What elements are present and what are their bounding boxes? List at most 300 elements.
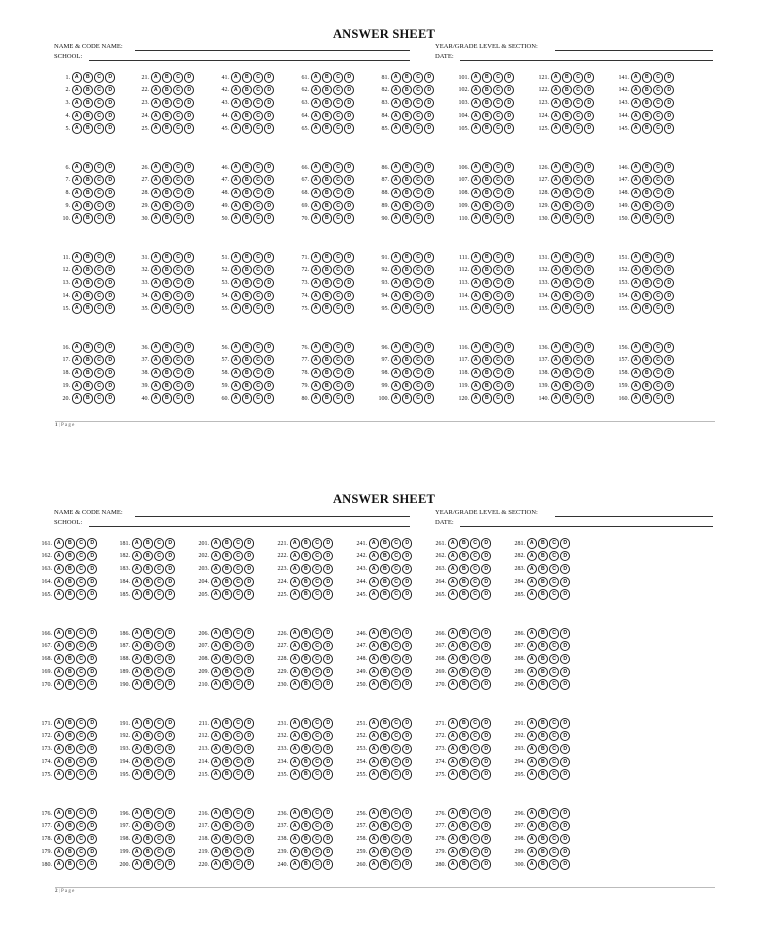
choice-bubble-a[interactable]: A [231,213,241,223]
choice-bubble-c[interactable]: C [76,641,86,651]
choice-bubble-c[interactable]: C [333,368,343,378]
choice-bubble-b[interactable]: B [482,213,492,223]
choice-bubble-c[interactable]: C [333,265,343,275]
choice-bubble-c[interactable]: C [173,123,183,133]
choice-bubble-c[interactable]: C [154,667,164,677]
choice-bubble-d[interactable]: D [165,744,175,754]
choice-bubble-b[interactable]: B [538,859,548,869]
choice-bubble-b[interactable]: B [301,718,311,728]
choice-bubble-c[interactable]: C [493,381,503,391]
choice-bubble-a[interactable]: A [448,551,458,561]
choice-bubble-b[interactable]: B [459,589,469,599]
choice-bubble-c[interactable]: C [76,538,86,548]
choice-bubble-c[interactable]: C [391,744,401,754]
choice-bubble-a[interactable]: A [311,355,321,365]
choice-bubble-c[interactable]: C [573,265,583,275]
choice-bubble-d[interactable]: D [87,679,97,689]
choice-bubble-a[interactable]: A [54,679,64,689]
choice-bubble-c[interactable]: C [413,111,423,121]
choice-bubble-a[interactable]: A [391,72,401,82]
choice-bubble-a[interactable]: A [551,291,561,301]
choice-bubble-d[interactable]: D [264,342,274,352]
choice-bubble-b[interactable]: B [380,744,390,754]
choice-bubble-d[interactable]: D [504,381,514,391]
choice-bubble-a[interactable]: A [231,252,241,262]
choice-bubble-b[interactable]: B [83,175,93,185]
choice-bubble-c[interactable]: C [76,847,86,857]
choice-bubble-a[interactable]: A [448,821,458,831]
choice-bubble-b[interactable]: B [562,72,572,82]
choice-bubble-b[interactable]: B [242,342,252,352]
choice-bubble-a[interactable]: A [311,72,321,82]
choice-bubble-c[interactable]: C [253,381,263,391]
choice-bubble-d[interactable]: D [105,213,115,223]
choice-bubble-d[interactable]: D [560,808,570,818]
choice-bubble-b[interactable]: B [562,265,572,275]
choice-bubble-d[interactable]: D [560,757,570,767]
choice-bubble-a[interactable]: A [54,667,64,677]
choice-bubble-b[interactable]: B [242,368,252,378]
choice-bubble-b[interactable]: B [322,342,332,352]
choice-bubble-d[interactable]: D [165,821,175,831]
choice-bubble-d[interactable]: D [504,175,514,185]
choice-bubble-a[interactable]: A [527,551,537,561]
choice-bubble-d[interactable]: D [560,654,570,664]
choice-bubble-c[interactable]: C [312,808,322,818]
choice-bubble-b[interactable]: B [482,252,492,262]
choice-bubble-c[interactable]: C [413,291,423,301]
choice-bubble-c[interactable]: C [391,577,401,587]
choice-bubble-c[interactable]: C [233,679,243,689]
choice-bubble-d[interactable]: D [424,393,434,403]
choice-bubble-b[interactable]: B [162,85,172,95]
choice-bubble-a[interactable]: A [72,252,82,262]
choice-bubble-c[interactable]: C [233,847,243,857]
choice-bubble-d[interactable]: D [344,265,354,275]
choice-bubble-c[interactable]: C [470,731,480,741]
choice-bubble-b[interactable]: B [301,757,311,767]
choice-bubble-b[interactable]: B [380,577,390,587]
choice-bubble-a[interactable]: A [132,641,142,651]
choice-bubble-c[interactable]: C [493,355,503,365]
choice-bubble-a[interactable]: A [211,654,221,664]
choice-bubble-d[interactable]: D [584,201,594,211]
choice-bubble-c[interactable]: C [253,342,263,352]
choice-bubble-c[interactable]: C [493,162,503,172]
choice-bubble-b[interactable]: B [83,393,93,403]
choice-bubble-a[interactable]: A [369,731,379,741]
choice-bubble-d[interactable]: D [165,847,175,857]
choice-bubble-d[interactable]: D [584,72,594,82]
choice-bubble-b[interactable]: B [482,123,492,133]
choice-bubble-b[interactable]: B [538,769,548,779]
choice-bubble-c[interactable]: C [154,718,164,728]
choice-bubble-b[interactable]: B [562,291,572,301]
choice-bubble-d[interactable]: D [344,393,354,403]
choice-bubble-d[interactable]: D [323,577,333,587]
choice-bubble-b[interactable]: B [143,731,153,741]
choice-bubble-d[interactable]: D [244,551,254,561]
choice-bubble-d[interactable]: D [344,111,354,121]
choice-bubble-a[interactable]: A [551,162,561,172]
choice-bubble-d[interactable]: D [560,667,570,677]
choice-bubble-a[interactable]: A [448,667,458,677]
choice-bubble-b[interactable]: B [380,731,390,741]
choice-bubble-b[interactable]: B [482,201,492,211]
choice-bubble-b[interactable]: B [322,381,332,391]
choice-bubble-d[interactable]: D [481,834,491,844]
choice-bubble-c[interactable]: C [549,654,559,664]
choice-bubble-a[interactable]: A [369,654,379,664]
choice-bubble-d[interactable]: D [264,381,274,391]
choice-bubble-b[interactable]: B [538,834,548,844]
choice-bubble-d[interactable]: D [664,123,674,133]
choice-bubble-a[interactable]: A [72,303,82,313]
choice-bubble-b[interactable]: B [538,589,548,599]
choice-bubble-a[interactable]: A [54,769,64,779]
choice-bubble-a[interactable]: A [231,342,241,352]
choice-bubble-d[interactable]: D [504,72,514,82]
choice-bubble-c[interactable]: C [94,278,104,288]
choice-bubble-d[interactable]: D [264,188,274,198]
choice-bubble-b[interactable]: B [322,175,332,185]
choice-bubble-b[interactable]: B [402,368,412,378]
choice-bubble-a[interactable]: A [132,847,142,857]
choice-bubble-d[interactable]: D [184,368,194,378]
choice-bubble-c[interactable]: C [173,355,183,365]
choice-bubble-b[interactable]: B [162,303,172,313]
choice-bubble-c[interactable]: C [653,252,663,262]
choice-bubble-c[interactable]: C [94,111,104,121]
choice-bubble-d[interactable]: D [424,123,434,133]
choice-bubble-d[interactable]: D [504,201,514,211]
choice-bubble-a[interactable]: A [54,757,64,767]
choice-bubble-a[interactable]: A [211,757,221,767]
choice-bubble-a[interactable]: A [231,85,241,95]
choice-bubble-b[interactable]: B [562,355,572,365]
choice-bubble-a[interactable]: A [631,98,641,108]
choice-bubble-d[interactable]: D [105,72,115,82]
choice-bubble-a[interactable]: A [151,278,161,288]
choice-bubble-b[interactable]: B [162,98,172,108]
choice-bubble-b[interactable]: B [402,381,412,391]
choice-bubble-b[interactable]: B [482,162,492,172]
choice-bubble-b[interactable]: B [301,859,311,869]
choice-bubble-a[interactable]: A [631,175,641,185]
choice-bubble-d[interactable]: D [424,201,434,211]
choice-bubble-d[interactable]: D [402,757,412,767]
choice-bubble-d[interactable]: D [424,291,434,301]
choice-bubble-d[interactable]: D [165,538,175,548]
choice-bubble-d[interactable]: D [184,252,194,262]
choice-bubble-a[interactable]: A [54,564,64,574]
choice-bubble-b[interactable]: B [83,123,93,133]
choice-bubble-d[interactable]: D [424,175,434,185]
choice-bubble-b[interactable]: B [162,213,172,223]
choice-bubble-b[interactable]: B [65,808,75,818]
choice-bubble-d[interactable]: D [87,551,97,561]
choice-bubble-b[interactable]: B [402,252,412,262]
choice-bubble-c[interactable]: C [493,393,503,403]
choice-bubble-b[interactable]: B [402,188,412,198]
choice-bubble-c[interactable]: C [173,303,183,313]
choice-bubble-a[interactable]: A [631,85,641,95]
choice-bubble-d[interactable]: D [87,744,97,754]
choice-bubble-a[interactable]: A [72,85,82,95]
choice-bubble-b[interactable]: B [222,769,232,779]
choice-bubble-a[interactable]: A [551,98,561,108]
choice-bubble-c[interactable]: C [94,291,104,301]
choice-bubble-b[interactable]: B [402,98,412,108]
choice-bubble-c[interactable]: C [493,303,503,313]
choice-bubble-c[interactable]: C [470,641,480,651]
choice-bubble-a[interactable]: A [290,538,300,548]
choice-bubble-a[interactable]: A [471,162,481,172]
choice-bubble-c[interactable]: C [653,265,663,275]
choice-bubble-b[interactable]: B [482,175,492,185]
choice-bubble-c[interactable]: C [233,641,243,651]
choice-bubble-c[interactable]: C [470,577,480,587]
choice-bubble-d[interactable]: D [165,859,175,869]
choice-bubble-b[interactable]: B [322,278,332,288]
choice-bubble-c[interactable]: C [312,654,322,664]
choice-bubble-a[interactable]: A [311,98,321,108]
choice-bubble-d[interactable]: D [481,769,491,779]
choice-bubble-a[interactable]: A [448,808,458,818]
choice-bubble-b[interactable]: B [143,718,153,728]
choice-bubble-b[interactable]: B [83,162,93,172]
choice-bubble-b[interactable]: B [322,291,332,301]
choice-bubble-b[interactable]: B [65,654,75,664]
choice-bubble-a[interactable]: A [471,342,481,352]
choice-bubble-b[interactable]: B [83,72,93,82]
choice-bubble-d[interactable]: D [664,188,674,198]
choice-bubble-c[interactable]: C [653,201,663,211]
choice-bubble-d[interactable]: D [184,278,194,288]
choice-bubble-c[interactable]: C [253,368,263,378]
choice-bubble-c[interactable]: C [391,757,401,767]
choice-bubble-c[interactable]: C [76,589,86,599]
choice-bubble-c[interactable]: C [493,72,503,82]
choice-bubble-b[interactable]: B [642,72,652,82]
choice-bubble-d[interactable]: D [264,98,274,108]
choice-bubble-a[interactable]: A [151,252,161,262]
choice-bubble-b[interactable]: B [162,162,172,172]
choice-bubble-c[interactable]: C [333,252,343,262]
choice-bubble-d[interactable]: D [105,291,115,301]
choice-bubble-c[interactable]: C [653,123,663,133]
choice-bubble-c[interactable]: C [493,85,503,95]
choice-bubble-c[interactable]: C [154,679,164,689]
choice-bubble-b[interactable]: B [301,744,311,754]
choice-bubble-a[interactable]: A [72,123,82,133]
choice-bubble-d[interactable]: D [165,551,175,561]
choice-bubble-d[interactable]: D [87,641,97,651]
choice-bubble-c[interactable]: C [653,111,663,121]
choice-bubble-c[interactable]: C [470,538,480,548]
choice-bubble-b[interactable]: B [143,589,153,599]
choice-bubble-b[interactable]: B [143,834,153,844]
choice-bubble-b[interactable]: B [459,757,469,767]
choice-bubble-c[interactable]: C [493,342,503,352]
choice-bubble-d[interactable]: D [184,291,194,301]
choice-bubble-c[interactable]: C [94,303,104,313]
choice-bubble-c[interactable]: C [312,577,322,587]
choice-bubble-c[interactable]: C [333,291,343,301]
choice-bubble-a[interactable]: A [391,291,401,301]
choice-bubble-b[interactable]: B [83,303,93,313]
choice-bubble-b[interactable]: B [242,201,252,211]
choice-bubble-d[interactable]: D [244,821,254,831]
choice-bubble-a[interactable]: A [527,808,537,818]
choice-bubble-b[interactable]: B [482,85,492,95]
choice-bubble-b[interactable]: B [242,278,252,288]
choice-bubble-b[interactable]: B [222,667,232,677]
choice-bubble-c[interactable]: C [253,175,263,185]
choice-bubble-a[interactable]: A [290,834,300,844]
choice-bubble-a[interactable]: A [211,744,221,754]
choice-bubble-a[interactable]: A [151,355,161,365]
choice-bubble-a[interactable]: A [231,355,241,365]
choice-bubble-d[interactable]: D [323,757,333,767]
choice-bubble-d[interactable]: D [323,564,333,574]
choice-bubble-c[interactable]: C [233,757,243,767]
choice-bubble-c[interactable]: C [312,564,322,574]
choice-bubble-a[interactable]: A [290,808,300,818]
choice-bubble-b[interactable]: B [538,731,548,741]
choice-bubble-c[interactable]: C [76,718,86,728]
choice-bubble-b[interactable]: B [538,654,548,664]
choice-bubble-c[interactable]: C [253,265,263,275]
choice-bubble-c[interactable]: C [94,213,104,223]
choice-bubble-a[interactable]: A [290,731,300,741]
choice-bubble-d[interactable]: D [323,847,333,857]
choice-bubble-c[interactable]: C [573,123,583,133]
choice-bubble-b[interactable]: B [380,641,390,651]
choice-bubble-a[interactable]: A [527,847,537,857]
choice-bubble-a[interactable]: A [551,265,561,275]
choice-bubble-b[interactable]: B [301,821,311,831]
choice-bubble-d[interactable]: D [584,265,594,275]
choice-bubble-c[interactable]: C [549,718,559,728]
choice-bubble-b[interactable]: B [65,628,75,638]
choice-bubble-d[interactable]: D [323,589,333,599]
choice-bubble-a[interactable]: A [151,303,161,313]
choice-bubble-c[interactable]: C [154,769,164,779]
choice-bubble-a[interactable]: A [290,667,300,677]
choice-bubble-d[interactable]: D [664,98,674,108]
choice-bubble-c[interactable]: C [333,342,343,352]
choice-bubble-b[interactable]: B [143,808,153,818]
choice-bubble-b[interactable]: B [459,821,469,831]
choice-bubble-c[interactable]: C [312,731,322,741]
choice-bubble-a[interactable]: A [448,718,458,728]
choice-bubble-d[interactable]: D [424,111,434,121]
choice-bubble-a[interactable]: A [132,538,142,548]
choice-bubble-a[interactable]: A [290,641,300,651]
choice-bubble-c[interactable]: C [333,72,343,82]
choice-bubble-c[interactable]: C [173,381,183,391]
choice-bubble-c[interactable]: C [333,162,343,172]
choice-bubble-b[interactable]: B [459,667,469,677]
choice-bubble-a[interactable]: A [448,589,458,599]
choice-bubble-a[interactable]: A [211,551,221,561]
choice-bubble-c[interactable]: C [653,291,663,301]
choice-bubble-d[interactable]: D [87,654,97,664]
choice-bubble-b[interactable]: B [459,859,469,869]
choice-bubble-b[interactable]: B [402,393,412,403]
choice-bubble-b[interactable]: B [562,201,572,211]
choice-bubble-b[interactable]: B [482,111,492,121]
choice-bubble-c[interactable]: C [470,821,480,831]
choice-bubble-a[interactable]: A [311,123,321,133]
choice-bubble-b[interactable]: B [242,303,252,313]
choice-bubble-d[interactable]: D [105,111,115,121]
choice-bubble-a[interactable]: A [311,368,321,378]
choice-bubble-c[interactable]: C [312,834,322,844]
choice-bubble-a[interactable]: A [132,654,142,664]
choice-bubble-d[interactable]: D [402,834,412,844]
choice-bubble-a[interactable]: A [211,859,221,869]
choice-bubble-d[interactable]: D [402,538,412,548]
choice-bubble-a[interactable]: A [631,72,641,82]
choice-bubble-d[interactable]: D [402,808,412,818]
choice-bubble-d[interactable]: D [244,577,254,587]
choice-bubble-b[interactable]: B [222,808,232,818]
choice-bubble-a[interactable]: A [631,368,641,378]
choice-bubble-d[interactable]: D [424,342,434,352]
choice-bubble-a[interactable]: A [211,718,221,728]
choice-bubble-c[interactable]: C [253,111,263,121]
choice-bubble-d[interactable]: D [584,98,594,108]
choice-bubble-d[interactable]: D [87,821,97,831]
choice-bubble-d[interactable]: D [184,393,194,403]
choice-bubble-d[interactable]: D [504,368,514,378]
choice-bubble-c[interactable]: C [154,538,164,548]
choice-bubble-c[interactable]: C [173,291,183,301]
choice-bubble-d[interactable]: D [664,342,674,352]
choice-bubble-d[interactable]: D [105,162,115,172]
choice-bubble-a[interactable]: A [631,303,641,313]
choice-bubble-a[interactable]: A [151,393,161,403]
choice-bubble-b[interactable]: B [538,757,548,767]
choice-bubble-a[interactable]: A [391,162,401,172]
choice-bubble-b[interactable]: B [222,589,232,599]
choice-bubble-c[interactable]: C [154,628,164,638]
choice-bubble-c[interactable]: C [573,162,583,172]
choice-bubble-a[interactable]: A [471,85,481,95]
choice-bubble-c[interactable]: C [312,744,322,754]
choice-bubble-a[interactable]: A [151,162,161,172]
choice-bubble-d[interactable]: D [244,628,254,638]
choice-bubble-b[interactable]: B [402,342,412,352]
choice-bubble-d[interactable]: D [165,808,175,818]
choice-bubble-a[interactable]: A [471,175,481,185]
choice-bubble-b[interactable]: B [562,342,572,352]
choice-bubble-a[interactable]: A [448,654,458,664]
choice-bubble-b[interactable]: B [143,821,153,831]
choice-bubble-a[interactable]: A [527,628,537,638]
choice-bubble-d[interactable]: D [323,551,333,561]
choice-bubble-a[interactable]: A [211,847,221,857]
choice-bubble-a[interactable]: A [311,252,321,262]
choice-bubble-b[interactable]: B [562,393,572,403]
choice-bubble-d[interactable]: D [264,368,274,378]
choice-bubble-c[interactable]: C [549,667,559,677]
choice-bubble-a[interactable]: A [369,847,379,857]
choice-bubble-c[interactable]: C [549,847,559,857]
choice-bubble-a[interactable]: A [231,278,241,288]
